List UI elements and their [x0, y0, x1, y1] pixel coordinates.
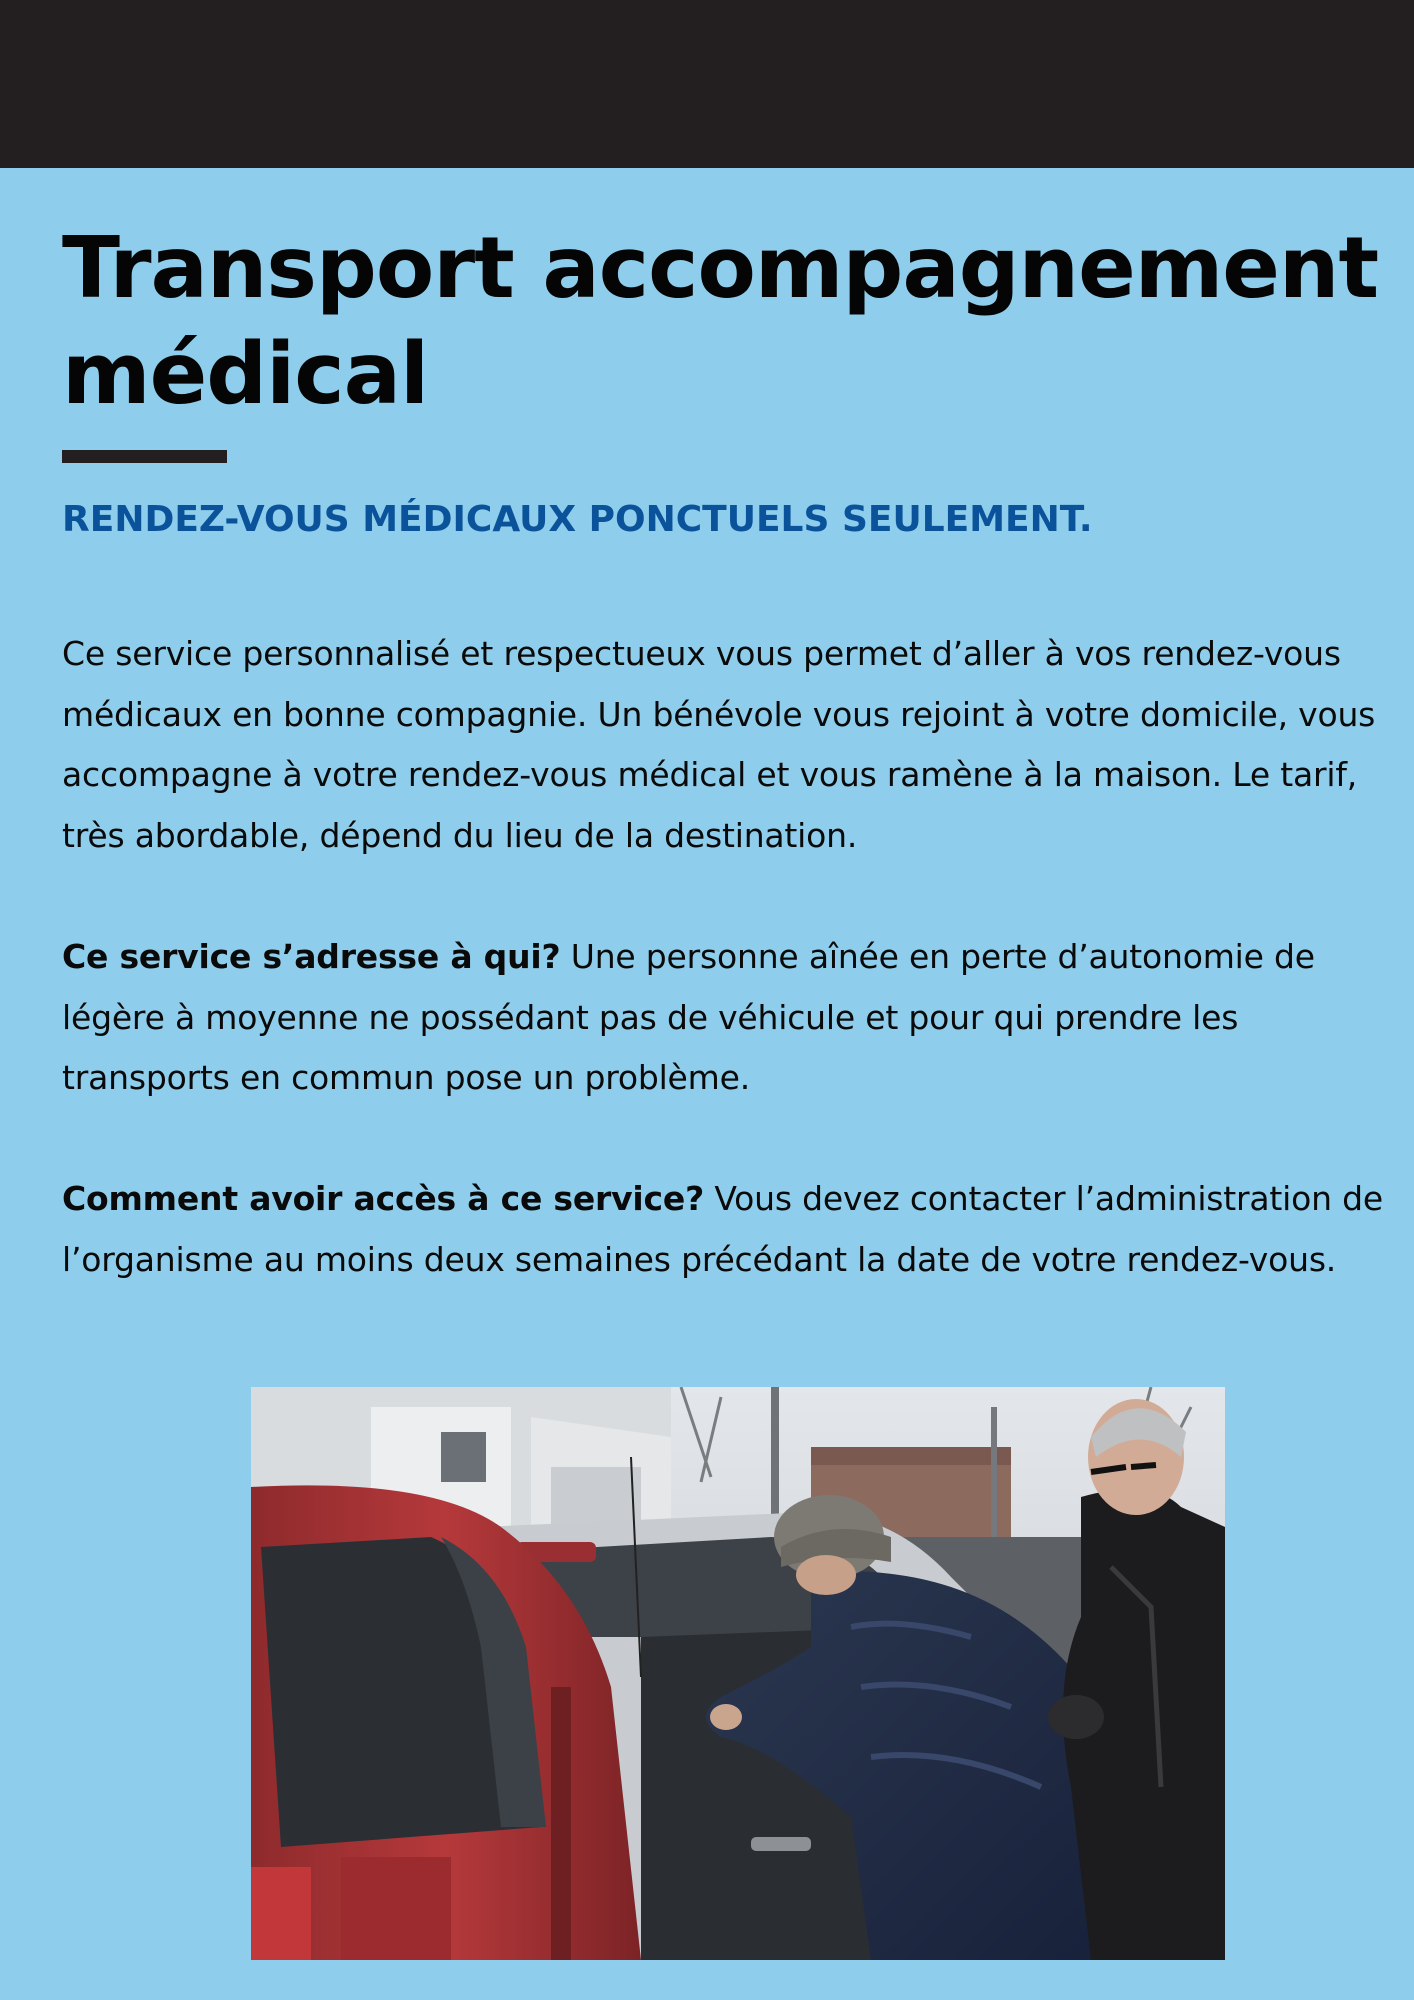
volunteer-photo: [251, 1387, 1225, 1960]
volunteer-photo-illustration: [251, 1387, 1225, 1960]
title-divider: [62, 450, 227, 463]
access-label: Comment avoir accès à ce service?: [62, 1179, 705, 1218]
page-title: [62, 216, 1382, 428]
who-label: Ce service s’adresse à qui?: [62, 937, 561, 976]
who-text: Une personne aînée en perte d’autonomie de légère à moyenne ne possédant pas de véhicule et pour qui prendre les transports en commun pose un problème.: [62, 937, 1315, 1098]
page-title-line-1: Transport accompagnement: [62, 219, 1379, 318]
intro-paragraph: Ce service personnalisé et respectueux vous permet d’aller à vos rendez-vous médicaux en bonne compagnie. Un bénévole vous rejoint à votre domicile, vous accompagne à votre rendez-vous médical et vous ramène à la maison. Le tarif, très abordable, dépend du lieu de la destination.: [62, 634, 1376, 856]
access-paragraph: [62, 1169, 1407, 1290]
who-paragraph: [62, 927, 1407, 1109]
page-title-line-2: médical: [62, 325, 429, 424]
subtitle: RENDEZ-VOUS MÉDICAUX PONCTUELS SEULEMENT.: [62, 499, 1093, 540]
access-text: Vous devez contacter l’administration de l’organisme au moins deux semaines précédant la date de votre rendez-vous.: [62, 1179, 1383, 1279]
top-bar: [0, 0, 1414, 168]
